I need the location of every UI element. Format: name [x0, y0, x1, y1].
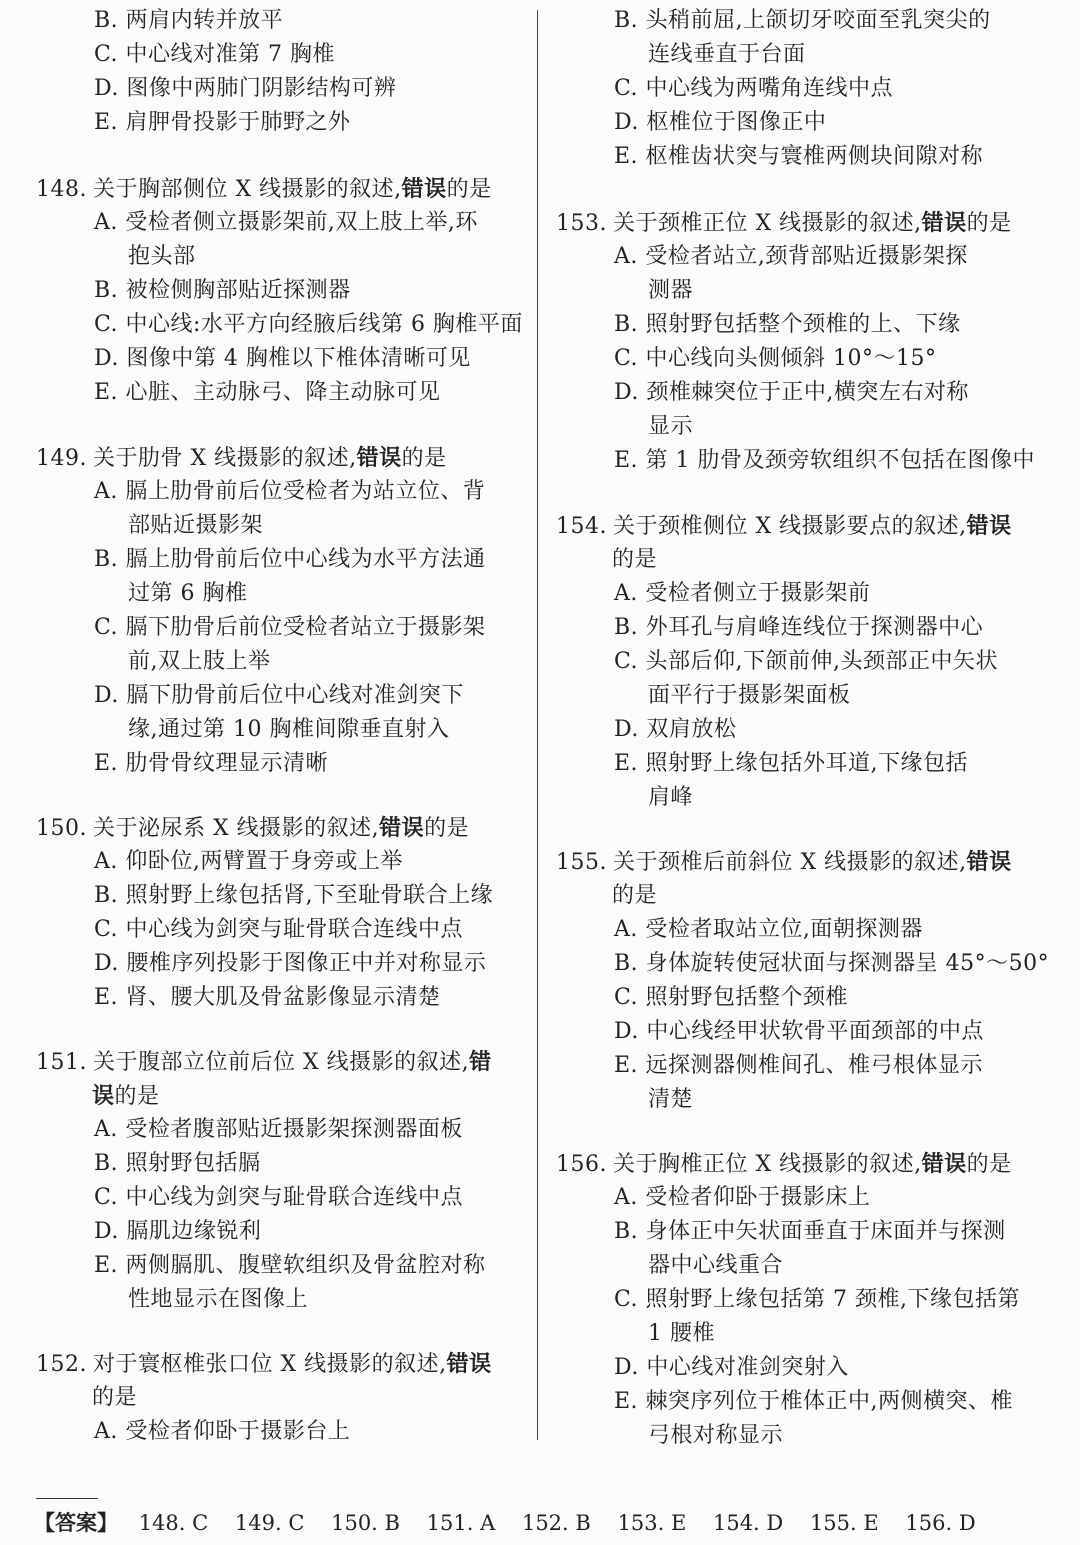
answer-item: 153. E [617, 1511, 687, 1535]
question-text: 关于泌尿系 X 线摄影的叙述, [92, 816, 380, 841]
option-156-b-cont: 器中心线重合 [648, 1253, 784, 1278]
option-153-a-cont: 测器 [648, 278, 694, 303]
option-153-c: C. 中心线向头侧倾斜 10°～15° [614, 346, 937, 371]
question-152-cont: 的是 [92, 1385, 138, 1410]
option-155-c: C. 照射野包括整个颈椎 [614, 985, 849, 1010]
option-154-a: A. 受检者侧立于摄影架前 [614, 581, 871, 606]
option-149-a-cont: 部贴近摄影架 [128, 513, 264, 538]
option-152-b: B. 头稍前屈,上颌切牙咬面至乳突尖的 [614, 8, 991, 33]
answer-item: 149. C [234, 1511, 305, 1535]
question-emphasis: 错误 [379, 815, 425, 841]
option-153-a: A. 受检者站立,颈背部贴近摄影架探 [614, 244, 968, 269]
question-152 [36, 1349, 492, 1380]
option-151-c: C. 中心线为剑突与耻骨联合连线中点 [94, 1185, 464, 1210]
option-150-a: A. 仰卧位,两臂置于身旁或上举 [94, 849, 403, 874]
prev-option-b: B. 两肩内转并放平 [94, 8, 284, 33]
prev-option-e: E. 肩胛骨投影于肺野之外 [94, 110, 351, 135]
answer-item: 156. D [905, 1511, 976, 1535]
question-text: 关于颈椎正位 X 线摄影的叙述, [612, 211, 922, 236]
question-153 [556, 208, 1012, 239]
option-154-e-cont: 肩峰 [648, 785, 694, 810]
question-emphasis: 错 [469, 1049, 492, 1075]
question-154 [556, 511, 1012, 542]
question-emphasis: 错误 [401, 176, 447, 202]
question-151 [36, 1047, 492, 1078]
option-149-a: A. 膈上肋骨前后位受检者为站立位、背 [94, 479, 486, 504]
question-text: 关于胸部侧位 X 线摄影的叙述, [92, 177, 402, 202]
option-155-b: B. 身体旋转使冠状面与探测器呈 45°～50° [614, 951, 1050, 976]
option-153-d: D. 颈椎棘突位于正中,横突左右对称 [614, 380, 969, 405]
option-149-c-cont: 前,双上肢上举 [128, 649, 271, 674]
option-151-e: E. 两侧膈肌、腹壁软组织及骨盆腔对称 [94, 1253, 486, 1278]
option-156-c: C. 照射野上缘包括第 7 颈椎,下缘包括第 [614, 1287, 1021, 1312]
option-148-b: B. 被检侧胸部贴近探测器 [94, 278, 351, 303]
prev-option-d: D. 图像中两肺门阴影结构可辨 [94, 76, 397, 101]
option-150-c: C. 中心线为剑突与耻骨联合连线中点 [94, 917, 464, 942]
answer-item: 150. B [331, 1511, 400, 1535]
question-number: 150. [36, 816, 87, 841]
question-text: 关于颈椎侧位 X 线摄影要点的叙述, [612, 514, 967, 539]
question-number: 151. [36, 1050, 87, 1075]
question-tail: 的是 [966, 211, 1012, 236]
question-text: 关于胸椎正位 X 线摄影的叙述, [612, 1152, 922, 1177]
question-tail: 的是 [401, 446, 447, 471]
option-154-c: C. 头部后仰,下颌前伸,头颈部正中矢状 [614, 649, 999, 674]
option-148-c: C. 中心线:水平方向经腋后线第 6 胸椎平面 [94, 312, 523, 337]
question-emphasis: 错误 [966, 513, 1012, 539]
option-154-e: E. 照射野上缘包括外耳道,下缘包括 [614, 751, 969, 776]
question-number: 149. [36, 446, 87, 471]
option-152-b-cont: 连线垂直于台面 [648, 42, 806, 67]
question-151-cont [92, 1081, 160, 1112]
option-150-e: E. 肾、腰大肌及骨盆影像显示清楚 [94, 985, 441, 1010]
answer-item: 148. C [138, 1511, 209, 1535]
option-148-a-cont: 抱头部 [128, 244, 196, 269]
question-149 [36, 443, 447, 474]
question-text: 关于腹部立位前后位 X 线摄影的叙述, [92, 1050, 470, 1075]
option-155-a: A. 受检者取站立位,面朝探测器 [614, 917, 923, 942]
prev-option-c: C. 中心线对准第 7 胸椎 [94, 42, 336, 67]
option-153-b: B. 照射野包括整个颈椎的上、下缘 [614, 312, 961, 337]
option-150-d: D. 腰椎序列投影于图像正中并对称显示 [94, 951, 487, 976]
option-149-e: E. 肋骨骨纹理显示清晰 [94, 751, 329, 776]
question-number: 152. [36, 1352, 87, 1377]
option-150-b: B. 照射野上缘包括肾,下至耻骨联合上缘 [94, 883, 494, 908]
question-emphasis: 错误 [921, 210, 967, 236]
option-149-c: C. 膈下肋骨后前位受检者站立于摄影架 [94, 615, 486, 640]
option-148-e: E. 心脏、主动脉弓、降主动脉可见 [94, 380, 441, 405]
question-150 [36, 813, 469, 844]
question-tail: 的是 [114, 1084, 160, 1109]
option-152-d: D. 枢椎位于图像正中 [614, 110, 827, 135]
question-emphasis: 错误 [446, 1351, 492, 1377]
option-148-a: A. 受检者侧立摄影架前,双上肢上举,环 [94, 210, 478, 235]
question-number: 154. [556, 514, 607, 539]
answer-rule [36, 1498, 98, 1499]
question-number: 148. [36, 177, 87, 202]
question-emphasis: 错误 [356, 445, 402, 471]
option-153-e: E. 第 1 肋骨及颈旁软组织不包括在图像中 [614, 448, 1036, 473]
question-emphasis: 错误 [966, 849, 1012, 875]
question-emphasis: 误 [92, 1083, 115, 1109]
option-154-b: B. 外耳孔与肩峰连线位于探测器中心 [614, 615, 984, 640]
option-151-b: B. 照射野包括膈 [94, 1151, 261, 1176]
option-154-d: D. 双肩放松 [614, 717, 737, 742]
option-155-e-cont: 清楚 [648, 1087, 694, 1112]
option-154-c-cont: 面平行于摄影架面板 [648, 683, 851, 708]
question-number: 153. [556, 211, 607, 236]
question-number: 156. [556, 1152, 607, 1177]
option-151-e-cont: 性地显示在图像上 [128, 1287, 309, 1312]
option-152-c: C. 中心线为两嘴角连线中点 [614, 76, 894, 101]
answer-item: 152. B [521, 1511, 591, 1535]
question-emphasis: 错误 [921, 1151, 967, 1177]
option-155-d: D. 中心线经甲状软骨平面颈部的中点 [614, 1019, 984, 1044]
option-149-b: B. 膈上肋骨前后位中心线为水平方法通 [94, 547, 486, 572]
answer-item: 154. D [712, 1511, 784, 1535]
option-156-e-cont: 弓根对称显示 [648, 1423, 784, 1448]
option-152-a: A. 受检者仰卧于摄影台上 [94, 1419, 351, 1444]
answer-item: 155. E [809, 1511, 879, 1535]
question-tail: 的是 [424, 816, 470, 841]
question-tail: 的是 [966, 1152, 1012, 1177]
question-148 [36, 174, 492, 205]
question-number: 155. [556, 850, 607, 875]
question-text: 关于颈椎后前斜位 X 线摄影的叙述, [612, 850, 967, 875]
option-156-b: B. 身体正中矢状面垂直于床面并与探测 [614, 1219, 1006, 1244]
column-divider [537, 10, 538, 1440]
option-155-e: E. 远探测器侧椎间孔、椎弓根体显示 [614, 1053, 984, 1078]
answer-item: 151. A [426, 1511, 496, 1535]
question-154-cont: 的是 [612, 547, 658, 572]
question-tail: 的是 [446, 177, 492, 202]
option-156-d: D. 中心线对准剑突射入 [614, 1355, 849, 1380]
option-153-d-cont: 显示 [648, 414, 694, 439]
option-149-b-cont: 过第 6 胸椎 [128, 581, 248, 606]
option-156-c-cont: 1 腰椎 [648, 1321, 715, 1346]
answer-key [34, 1508, 996, 1538]
question-text: 关于肋骨 X 线摄影的叙述, [92, 446, 357, 471]
option-156-a: A. 受检者仰卧于摄影床上 [614, 1185, 871, 1210]
option-148-d: D. 图像中第 4 胸椎以下椎体清晰可见 [94, 346, 471, 371]
question-156 [556, 1149, 1012, 1180]
question-155-cont: 的是 [612, 883, 658, 908]
answer-label: 【答案】 [34, 1510, 118, 1535]
option-156-e: E. 棘突序列位于椎体正中,两侧横突、椎 [614, 1389, 1014, 1414]
question-155 [556, 847, 1012, 878]
option-149-d: D. 膈下肋骨前后位中心线对准剑突下 [94, 683, 464, 708]
question-text: 对于寰枢椎张口位 X 线摄影的叙述, [92, 1352, 447, 1377]
option-149-d-cont: 缘,通过第 10 胸椎间隙垂直射入 [128, 717, 450, 742]
option-151-d: D. 膈肌边缘锐利 [94, 1219, 262, 1244]
option-151-a: A. 受检者腹部贴近摄影架探测器面板 [94, 1117, 463, 1142]
option-152-e: E. 枢椎齿状突与寰椎两侧块间隙对称 [614, 144, 984, 169]
